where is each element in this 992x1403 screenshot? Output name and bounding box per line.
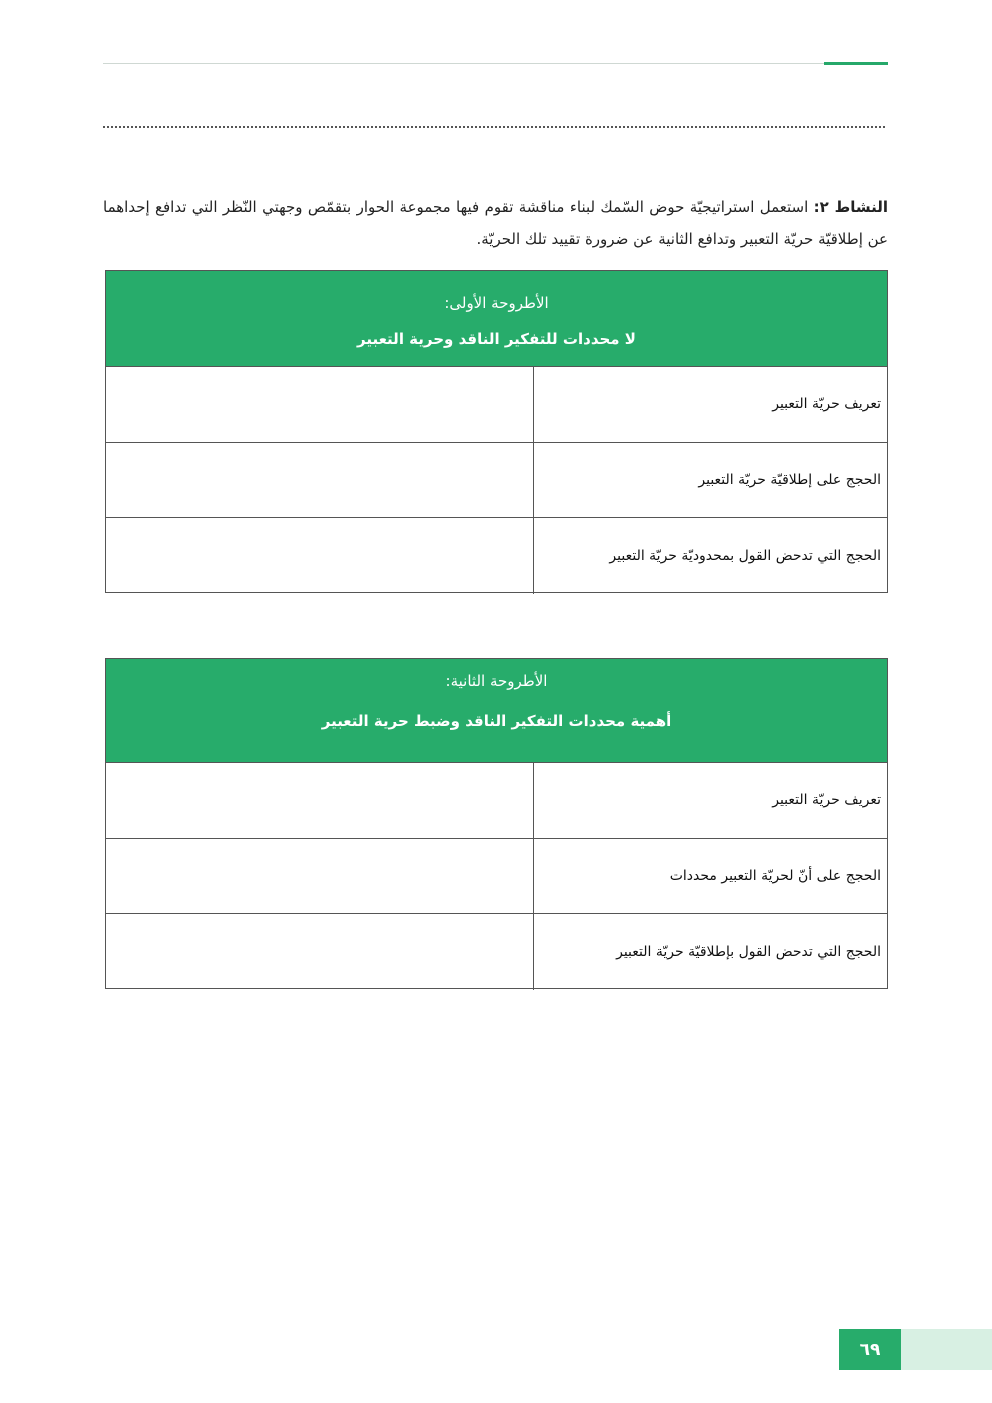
thesis-two-subtitle: أهمية محددات التفكير الناقد وضبط حرية التعبير [321,712,672,730]
thesis-two-title: الأطروحة الثانية: [445,672,548,690]
header-rule [103,63,887,64]
table-row [106,763,887,839]
table-row [106,914,887,990]
row-label: الحجج على أنّ لحريّة التعبير محددات [533,839,887,914]
thesis-one-table [105,270,888,593]
row-label: تعريف حريّة التعبير [533,763,887,838]
thesis-two-table [105,658,888,989]
answer-cell[interactable] [106,367,533,442]
row-label: الحجج على إطلاقيّة حريّة التعبير [533,443,887,518]
header-accent-bar [824,62,888,65]
thesis-two-header [106,659,887,763]
answer-cell[interactable] [106,518,533,594]
thesis-one-header [106,271,887,367]
answer-cell[interactable] [106,839,533,914]
page-number: ٦٩ [839,1329,901,1370]
answer-cell[interactable] [106,763,533,838]
activity-text: استعمل استراتيجيّة حوض السّمك لبناء مناقشة تقوم فيها مجموعة الحوار بتقمّص وجهتي النّظر التي تدافع إحداهما عن إطلاقيّة حريّة التعبير وتدافع الثانية عن ضرورة تقييد تلك الحريّة. [103,198,888,248]
row-label: الحجج التي تدحض القول بإطلاقيّة حريّة التعبير [533,914,887,990]
page-footer-band [901,1329,992,1370]
answer-cell[interactable] [106,914,533,990]
answer-cell[interactable] [106,443,533,518]
activity-instructions [103,191,888,255]
table-row [106,367,887,443]
table-row [106,518,887,594]
table-row [106,443,887,519]
thesis-one-subtitle: لا محددات للتفكير الناقد وحرية التعبير [357,330,636,348]
row-label: الحجج التي تدحض القول بمحدوديّة حريّة التعبير [533,518,887,594]
table-row [106,839,887,915]
thesis-one-title: الأطروحة الأولى: [444,294,549,312]
dotted-answer-line [103,126,885,128]
row-label: تعريف حريّة التعبير [533,367,887,442]
activity-label: النشاط ٢: [813,198,889,216]
